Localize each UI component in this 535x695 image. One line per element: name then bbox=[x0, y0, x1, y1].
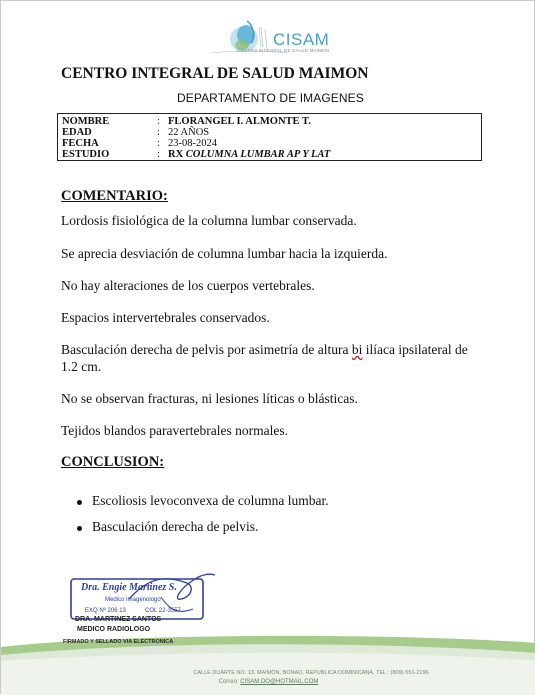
logo-text: CISAM bbox=[273, 30, 330, 49]
department-title: DEPARTAMENTO DE IMAGENES bbox=[177, 91, 364, 105]
conclusion-item-text: Basculación derecha de pelvis. bbox=[92, 519, 259, 534]
info-key: ESTUDIO bbox=[62, 149, 110, 160]
info-key: EDAD bbox=[62, 127, 92, 138]
info-key: FECHA bbox=[62, 138, 99, 149]
organization-title: CENTRO INTEGRAL DE SALUD MAIMON bbox=[61, 65, 369, 82]
info-colon: : bbox=[157, 138, 160, 149]
study-name: COLUMNA LUMBAR AP Y LAT bbox=[185, 149, 331, 160]
comment-paragraph: Lordosis fisiológica de la columna lumbar conservada. bbox=[61, 213, 357, 228]
stamp-cod: COL 22-3557 bbox=[145, 608, 181, 614]
stamp-title: Medico Imagenologo bbox=[105, 597, 161, 603]
info-value-study bbox=[168, 149, 330, 160]
conclusion-item-text: Escoliosis levoconvexa de columna lumbar. bbox=[92, 493, 329, 508]
stamp-name: Dra. Engie Martinez S. bbox=[81, 582, 177, 593]
study-prefix: RX bbox=[168, 149, 184, 160]
info-value-name: FLORANGEL I. ALMONTE T. bbox=[168, 116, 311, 127]
logo-subtext: CENTRO INTEGRAL DE SALUD MAIMON bbox=[237, 48, 330, 53]
comment-paragraph: Tejidos blandos paravertebrales normales. bbox=[61, 423, 288, 438]
signature-block bbox=[75, 615, 161, 635]
info-colon: : bbox=[157, 149, 160, 160]
info-colon: : bbox=[157, 116, 160, 127]
comment-paragraph: Basculación derecha de pelvis por asimetría de altura bi ilíaca ipsilateral de 1.2 cm. bbox=[61, 342, 468, 374]
info-value-age: 22 AÑOS bbox=[168, 127, 210, 138]
signer-title: MEDICO RADIOLOGO bbox=[77, 626, 151, 633]
patient-info-box bbox=[57, 113, 482, 161]
comment-paragraph: Se aprecia desviación de columna lumbar hacia la izquierda. bbox=[61, 246, 388, 261]
stamp-exq: EXQ Nº 206 13 bbox=[85, 608, 126, 614]
info-colon: : bbox=[157, 127, 160, 138]
bullet-icon bbox=[77, 500, 82, 505]
spellcheck-mark: bi bbox=[351, 342, 363, 357]
comentario-heading: COMENTARIO: bbox=[61, 188, 168, 204]
info-value-date: 23-08-2024 bbox=[168, 138, 217, 149]
comment-paragraph: No hay alteraciones de los cuerpos vertebrales. bbox=[61, 278, 315, 293]
signature-note: FIRMADO Y SELLADO VIA ELECTRONICA bbox=[63, 639, 174, 645]
email-link[interactable]: CISAM.DO@HOTMAIL.COM bbox=[240, 679, 319, 685]
comment-paragraph: Espacios intervertebrales conservados. bbox=[61, 310, 270, 325]
conclusion-heading: CONCLUSION: bbox=[61, 454, 165, 470]
footer-email-line bbox=[1, 679, 535, 685]
info-key: NOMBRE bbox=[62, 116, 110, 127]
signer-name: DRA. MARTINEZ SANTOS bbox=[75, 616, 162, 623]
footer-address: CALLE DUARTE NO. 13, MAIMÓN, BONAO, REPUBLICA DOMINICANA, TEL.: (809)-551-2196 bbox=[193, 670, 429, 676]
email-label: Correo: bbox=[218, 679, 239, 685]
comment-paragraph: No se observan fracturas, ni lesiones líticas o blásticas. bbox=[61, 391, 358, 406]
bullet-icon bbox=[77, 526, 82, 531]
